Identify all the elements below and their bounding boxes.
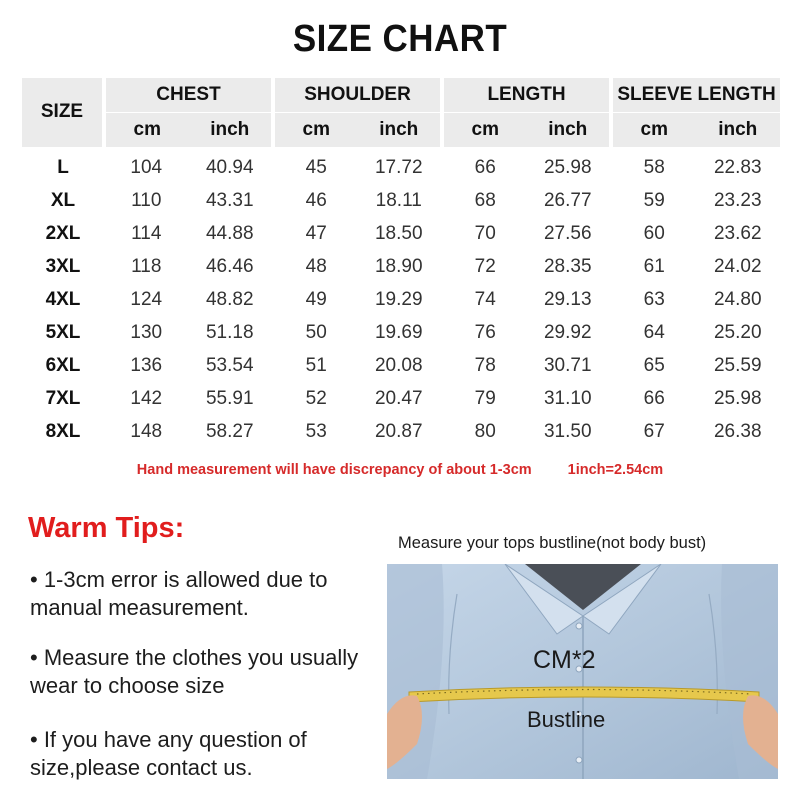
value-cell: 58 [611,147,696,185]
value-cell: 29.92 [543,322,592,343]
table-row [22,284,780,317]
unit-header: inch [696,113,781,148]
value-cell: 49 [273,284,358,317]
value-cell: 80 [442,416,527,449]
discrepancy-note: Hand measurement will have discrepancy of about 1-3cm [136,462,532,478]
value-cell: 28.35 [543,256,592,277]
table-row [22,185,780,218]
value-cell: 23.23 [713,190,762,211]
value-cell: 51.18 [205,322,254,343]
value-cell: 26.77 [543,190,592,211]
table-row [22,350,780,383]
value-cell: 44.88 [205,223,254,244]
value-cell: 114 [131,223,162,244]
value-cell: 20.47 [374,388,423,409]
unit-header: inch [527,113,612,148]
table-row [22,416,780,449]
group-header-shoulder: SHOULDER [273,78,442,113]
group-header-row [22,78,780,113]
table-row [22,383,780,416]
size-cell: 7XL [45,388,81,409]
value-cell: 63 [611,284,696,317]
size-cell: 2XL [45,223,81,244]
size-header: SIZE [22,78,104,147]
value-cell: 18.11 [375,190,422,211]
value-cell: 60 [611,218,696,251]
photo-caption: Measure your tops bustline(not body bust) [398,534,707,552]
value-cell: 66 [611,383,696,416]
size-cell: L [57,157,69,178]
tip-item: • If you have any question of size,please contact us. [30,727,307,780]
unit-header: cm [611,113,696,148]
value-cell: 53.54 [205,355,254,376]
size-cell: 6XL [45,355,81,376]
value-cell: 46 [273,185,358,218]
value-cell: 25.98 [713,388,762,409]
group-header-length: LENGTH [442,78,611,113]
value-cell: 31.50 [543,421,592,442]
value-cell: 110 [131,190,162,211]
table-row [22,147,780,185]
value-cell: 51 [273,350,358,383]
value-cell: 72 [442,251,527,284]
value-cell: 118 [131,256,162,277]
table-row [22,317,780,350]
value-cell: 24.80 [713,289,762,310]
size-cell: XL [50,190,76,211]
size-chart-table [22,78,780,449]
value-cell: 55.91 [205,388,254,409]
unit-header-row [22,113,780,148]
size-cell: 3XL [45,256,81,277]
value-cell: 70 [442,218,527,251]
value-cell: 68 [442,185,527,218]
value-cell: 48.82 [205,289,254,310]
value-cell: 52 [273,383,358,416]
value-cell: 18.90 [374,256,423,277]
unit-header: cm [104,113,189,148]
value-cell: 76 [442,317,527,350]
group-header-chest: CHEST [104,78,273,113]
value-cell: 27.56 [543,223,592,244]
value-cell: 124 [130,289,163,310]
size-cell: 8XL [45,421,81,442]
value-cell: 58.27 [205,421,254,442]
value-cell: 30.71 [543,355,592,376]
value-cell: 78 [442,350,527,383]
value-cell: 64 [611,317,696,350]
value-cell: 50 [273,317,358,350]
value-cell: 67 [611,416,696,449]
value-cell: 22.83 [713,156,762,178]
value-cell: 20.87 [374,421,423,442]
group-header-sleeve-length: SLEEVE LENGTH [611,78,780,113]
value-cell: 45 [273,147,358,185]
tip-item: • 1-3cm error is allowed due to manual measurement. [30,567,328,620]
value-cell: 29.13 [543,289,592,310]
size-cell: 4XL [45,289,81,310]
value-cell: 19.29 [374,289,423,310]
unit-header: inch [358,113,443,148]
value-cell: 65 [611,350,696,383]
shirt-button [576,623,582,629]
value-cell: 142 [130,388,163,409]
value-cell: 23.62 [713,223,762,244]
value-cell: 40.94 [205,156,254,178]
value-cell: 18.50 [374,223,423,244]
value-cell: 17.72 [374,156,423,178]
value-cell: 136 [130,355,163,376]
value-cell: 25.98 [543,156,592,178]
value-cell: 19.69 [374,322,423,343]
value-cell: 26.38 [713,421,762,442]
table-row [22,218,780,251]
value-cell: 24.02 [713,256,762,277]
value-cell: 48 [273,251,358,284]
unit-header: cm [273,113,358,148]
bustline-label: Bustline [527,707,606,732]
shirt-button [576,757,582,763]
unit-header: inch [189,113,274,148]
warm-tips-heading: Warm Tips: [28,512,185,544]
value-cell: 79 [442,383,527,416]
value-cell: 66 [442,147,527,185]
size-cell: 5XL [45,322,81,343]
value-cell: 43.31 [205,190,254,211]
value-cell: 130 [130,322,163,343]
table-row [22,251,780,284]
value-cell: 59 [611,185,696,218]
inch-conversion-note: 1inch=2.54cm [567,462,664,478]
value-cell: 53 [273,416,358,449]
value-cell: 31.10 [543,388,592,409]
value-cell: 47 [273,218,358,251]
value-cell: 20.08 [374,355,423,376]
value-cell: 25.59 [713,355,762,376]
value-cell: 25.20 [713,322,762,343]
measurement-note [0,462,800,478]
unit-header: cm [442,113,527,148]
size-table-body [22,147,780,449]
value-cell: 104 [130,156,163,178]
cm-times-two-label: CM*2 [533,646,596,674]
value-cell: 74 [442,284,527,317]
value-cell: 46.46 [205,256,254,277]
value-cell: 61 [611,251,696,284]
chart-title: SIZE CHART [292,18,508,60]
tip-item: • Measure the clothes you usually wear to choose size [30,645,359,698]
value-cell: 148 [130,421,163,442]
